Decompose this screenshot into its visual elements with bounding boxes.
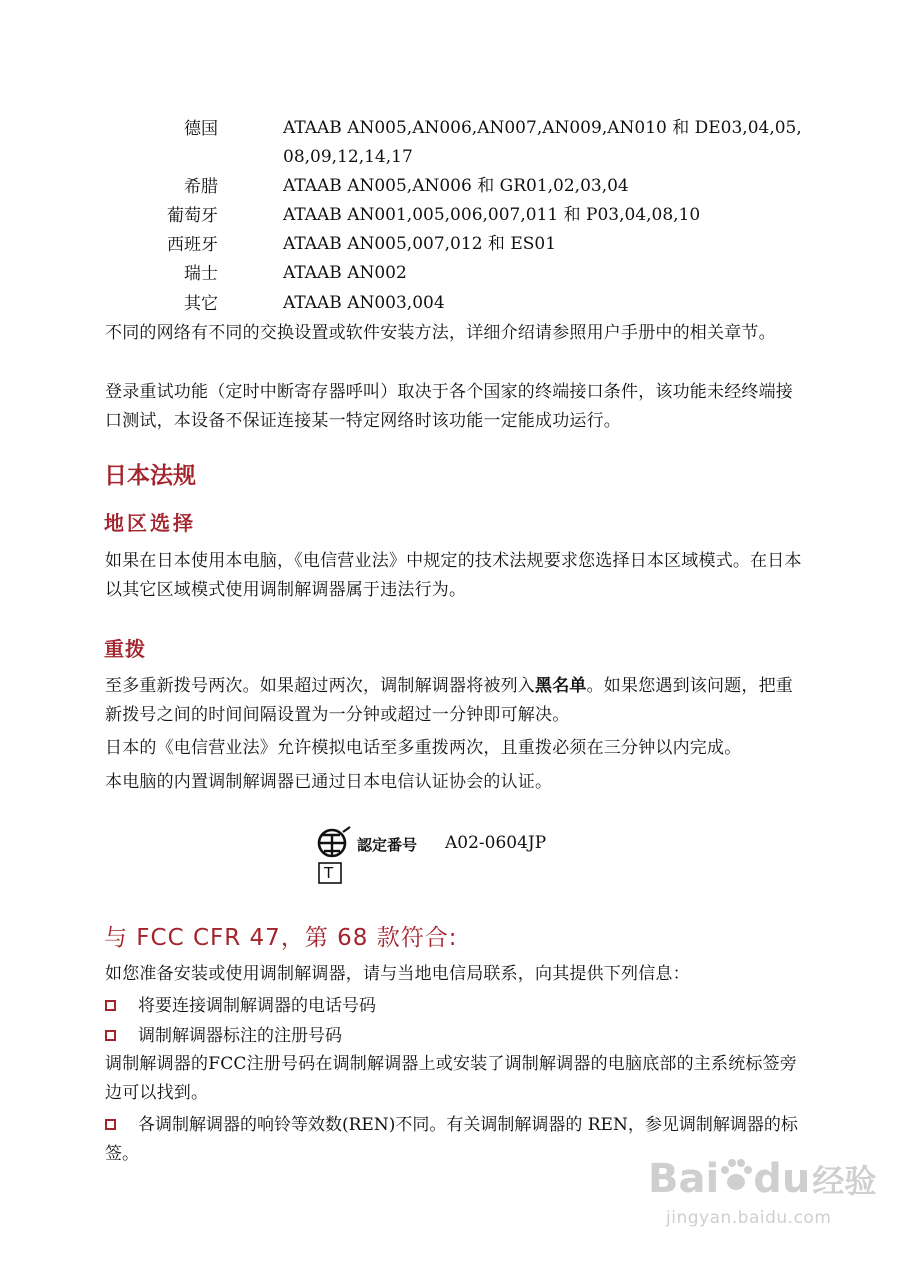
certification-number: A02-0604JP <box>445 833 547 853</box>
codes-spain: ATAAB AN005,007,012 和 ES01 <box>283 234 557 254</box>
paw-icon <box>719 1156 753 1196</box>
fcc-heading: 与 FCC CFR 47，第 68 款符合: <box>104 925 458 951</box>
telecom-certification-mark <box>314 823 354 885</box>
watermark-product: 经验 <box>812 1162 877 1200</box>
redial-text-b: 。如果您遇到该问题，把重新拨号之间的时间间隔设置为一分钟或超过一分钟即可解决。 <box>105 676 794 725</box>
bullet-text: 调制解调器标注的注册号码 <box>138 1026 342 1046</box>
codes-germany-line1: ATAAB AN005,AN006,AN007,AN009,AN010 和 DE03,04,05, <box>283 118 802 138</box>
redial-paragraph-2: 日本的《电信营业法》允许模拟电话至多重拨两次，且重拨必须在三分钟以内完成。 <box>105 738 742 758</box>
redial-paragraph-1 <box>105 672 805 730</box>
country-portugal: 葡萄牙 <box>167 206 218 226</box>
certification-label: 認定番号 <box>357 836 418 854</box>
watermark-brand-2: du <box>753 1156 811 1202</box>
country-spain: 西班牙 <box>167 235 218 255</box>
codes-switzerland: ATAAB AN002 <box>283 263 407 283</box>
country-switzerland: 瑞士 <box>184 264 218 284</box>
watermark-brand: Bai <box>648 1156 720 1202</box>
retry-paragraph: 登录重试功能（定时中断寄存器呼叫）取决于各个国家的终端接口条件，该功能未经终端接口测试，本设备不保证连接某一特定网络时该功能一定能成功运行。 <box>105 382 793 431</box>
bullet-text: 各调制解调器的响铃等效数(REN)不同。有关调制解调器的 REN，参见调制解调器的标签。 <box>105 1115 798 1164</box>
codes-other: ATAAB AN003,004 <box>283 293 445 313</box>
blacklist-term: 黑名单 <box>535 676 587 696</box>
country-germany: 德国 <box>184 119 218 139</box>
japan-regulations-heading: 日本法规 <box>104 463 196 489</box>
bullet-text: 将要连接调制解调器的电话号码 <box>138 996 376 1016</box>
codes-portugal: ATAAB AN001,005,006,007,011 和 P03,04,08,10 <box>283 205 701 225</box>
region-selection-heading: 地区选择 <box>104 511 196 535</box>
codes-germany-line2: 08,09,12,14,17 <box>283 147 413 167</box>
checkbox-bullet-icon <box>105 1000 116 1011</box>
checkbox-bullet-icon <box>105 1030 116 1041</box>
certification-mark-letter: T <box>324 864 334 882</box>
fcc-bullet-registration-number <box>105 1022 805 1051</box>
fcc-bullet-phone-number <box>105 992 805 1021</box>
codes-germany <box>283 114 823 172</box>
redial-text-a: 至多重新拨号两次。如果超过两次，调制解调器将被列入 <box>105 676 535 696</box>
fcc-registration-note: 调制解调器的FCC注册号码在调制解调器上或安装了调制解调器的电脑底部的主系统标签旁边可以找到。 <box>105 1054 798 1103</box>
baidu-watermark-logo <box>648 1155 876 1205</box>
country-greece: 希腊 <box>184 177 218 197</box>
redial-heading: 重拨 <box>104 637 146 661</box>
certification-mark-icon <box>314 823 354 885</box>
certification-paragraph: 本电脑的内置调制解调器已通过日本电信认证协会的认证。 <box>105 772 553 792</box>
baidu-watermark-url: jingyan.baidu.com <box>666 1208 832 1228</box>
country-other: 其它 <box>184 294 218 314</box>
codes-greece: ATAAB AN005,AN006 和 GR01,02,03,04 <box>283 176 629 196</box>
region-selection-text: 如果在日本使用本电脑，《电信营业法》中规定的技术法规要求您选择日本区域模式。在日本以其它区域模式使用调制解调器属于违法行为。 <box>105 551 802 600</box>
network-paragraph: 不同的网络有不同的交换设置或软件安装方法，详细介绍请参照用户手册中的相关章节。 <box>105 323 776 343</box>
fcc-intro: 如您准备安装或使用调制解调器，请与当地电信局联系，向其提供下列信息： <box>105 964 690 984</box>
checkbox-bullet-icon <box>105 1119 116 1130</box>
